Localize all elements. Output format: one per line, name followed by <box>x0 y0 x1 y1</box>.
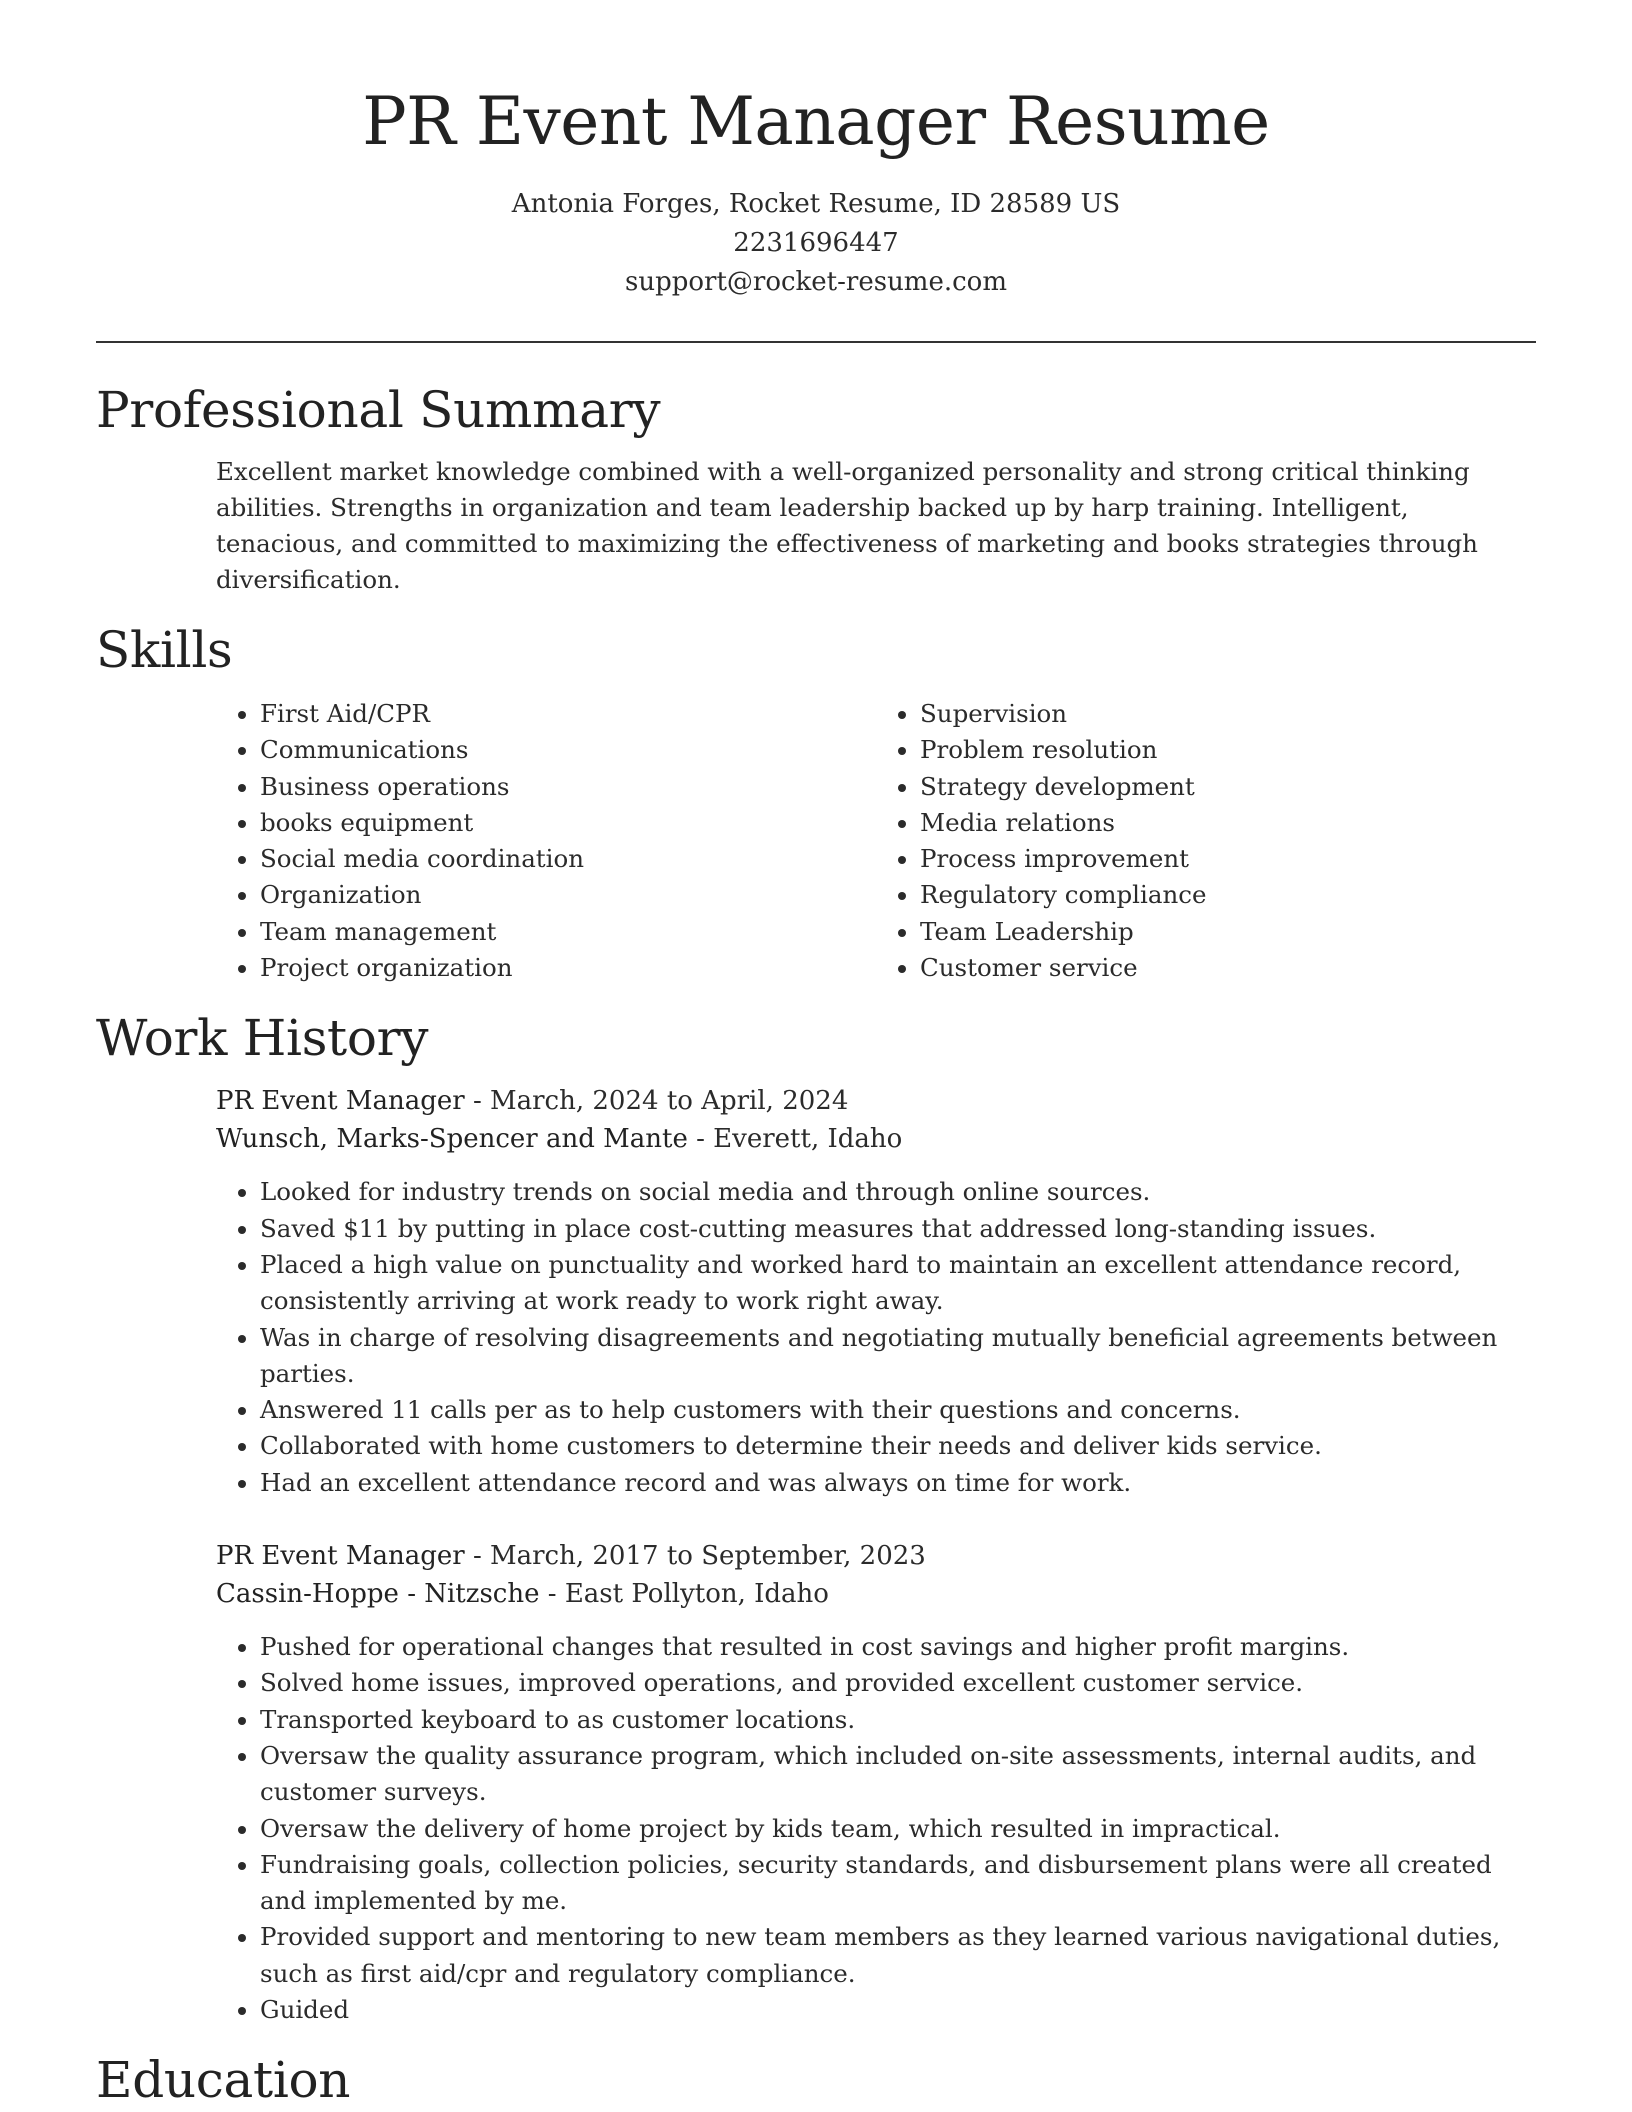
job-duty: • Collaborated with home customers to determine their needs and deliver kids service. <box>260 1428 1536 1464</box>
skill-item: • First Aid/CPR <box>260 696 876 732</box>
resume-content <box>96 380 1536 2110</box>
work-history-heading: Work History <box>96 1009 429 1068</box>
skills-list <box>216 696 1536 986</box>
job-duty: • Solved home issues, improved operations, and provided excellent customer service. <box>260 1665 1536 1701</box>
job-location: - East Pollyton, Idaho <box>539 1579 829 1610</box>
skills-heading: Skills <box>96 621 233 679</box>
job-employer: Cassin-Hoppe - Nitzsche <box>216 1579 540 1610</box>
job-duty: • Provided support and mentoring to new team members as they learned various navigational duties, such as first aid/cpr and regulatory compliance. <box>260 1919 1536 1992</box>
skill-item: • Business operations <box>260 769 876 805</box>
skill-item: • Customer service <box>920 950 1536 986</box>
job-dates: - March, 2024 to April, 2024 <box>464 1086 849 1117</box>
skill-item: • Team Leadership <box>920 914 1536 950</box>
job-duty: • Guided <box>260 1992 1536 2028</box>
job-title: PR Event Manager <box>216 1541 465 1572</box>
job-title-line <box>216 1537 1536 1575</box>
job-title-line <box>216 1082 1536 1120</box>
skills-column-right <box>876 696 1536 986</box>
skill-item: • Media relations <box>920 805 1536 841</box>
job-duty: • Oversaw the delivery of home project by kids team, which resulted in impractical. <box>260 1811 1536 1847</box>
job-entry <box>216 1537 1536 2028</box>
education-heading: Education <box>96 2051 351 2110</box>
job-duty: • Answered 11 calls per as to help customers with their questions and concerns. <box>260 1392 1536 1428</box>
contact-email: support@rocket-resume.com <box>624 266 1007 297</box>
skill-item: • Regulatory compliance <box>920 877 1536 913</box>
job-employer-line <box>216 1575 1536 1613</box>
job-duty: • Looked for industry trends on social media and through online sources. <box>260 1174 1536 1210</box>
job-location: - Everett, Idaho <box>687 1124 903 1155</box>
skill-item: • Project organization <box>260 950 876 986</box>
contact-phone: 2231696447 <box>733 227 899 258</box>
education-section <box>96 2050 1536 2110</box>
contact-address: Antonia Forges, Rocket Resume, ID 28589 US <box>511 188 1121 219</box>
skills-column-left <box>216 696 876 986</box>
job-entry <box>216 1082 1536 1501</box>
job-duty: • Pushed for operational changes that resulted in cost savings and higher profit margins. <box>260 1629 1536 1665</box>
document-title: PR Event Manager Resume <box>362 83 1270 160</box>
skill-item: • Social media coordination <box>260 841 876 877</box>
skills-section <box>96 620 1536 986</box>
job-duty: • Transported keyboard to as customer locations. <box>260 1702 1536 1738</box>
job-employer-line <box>216 1120 1536 1158</box>
job-title: PR Event Manager <box>216 1086 465 1117</box>
skill-item: • Strategy development <box>920 769 1536 805</box>
job-duty: • Had an excellent attendance record and was always on time for work. <box>260 1465 1536 1501</box>
job-duty: • Oversaw the quality assurance program, which included on-site assessments, internal audits, and customer surveys. <box>260 1738 1536 1811</box>
skill-item: • Problem resolution <box>920 732 1536 768</box>
skill-item: • books equipment <box>260 805 876 841</box>
work-history-section <box>96 1008 1536 2028</box>
summary-section <box>96 380 1536 598</box>
skill-item: • Team management <box>260 914 876 950</box>
skill-item: • Organization <box>260 877 876 913</box>
skill-item: • Communications <box>260 732 876 768</box>
job-duties <box>216 1174 1536 1501</box>
job-duty: • Fundraising goals, collection policies, security standards, and disbursement plans were all created and implemented by me. <box>260 1847 1536 1920</box>
skill-item: • Supervision <box>920 696 1536 732</box>
job-duty: • Placed a high value on punctuality and worked hard to maintain an excellent attendance record, consistently arriving at work ready to work right away. <box>260 1247 1536 1320</box>
job-duties <box>216 1629 1536 2028</box>
job-dates: - March, 2017 to September, 2023 <box>464 1541 926 1572</box>
resume-header <box>0 0 1632 302</box>
job-duty: • Saved $11 by putting in place cost-cutting measures that addressed long-standing issues. <box>260 1211 1536 1247</box>
skill-item: • Process improvement <box>920 841 1536 877</box>
job-duty: • Was in charge of resolving disagreements and negotiating mutually beneficial agreements between parties. <box>260 1320 1536 1393</box>
header-divider <box>96 341 1536 343</box>
summary-text: Excellent market knowledge combined with a well-organized personality and strong critical thinking abilities. Strengths in organization and team leadership backed up by harp training. Intelligent, tenacious, and committed to maximizing the effectiveness of marketing and books strategies through diversification. <box>216 457 1478 594</box>
summary-heading: Professional Summary <box>96 381 661 439</box>
job-employer: Wunsch, Marks-Spencer and Mante <box>216 1124 688 1155</box>
contact-info <box>0 185 1632 302</box>
